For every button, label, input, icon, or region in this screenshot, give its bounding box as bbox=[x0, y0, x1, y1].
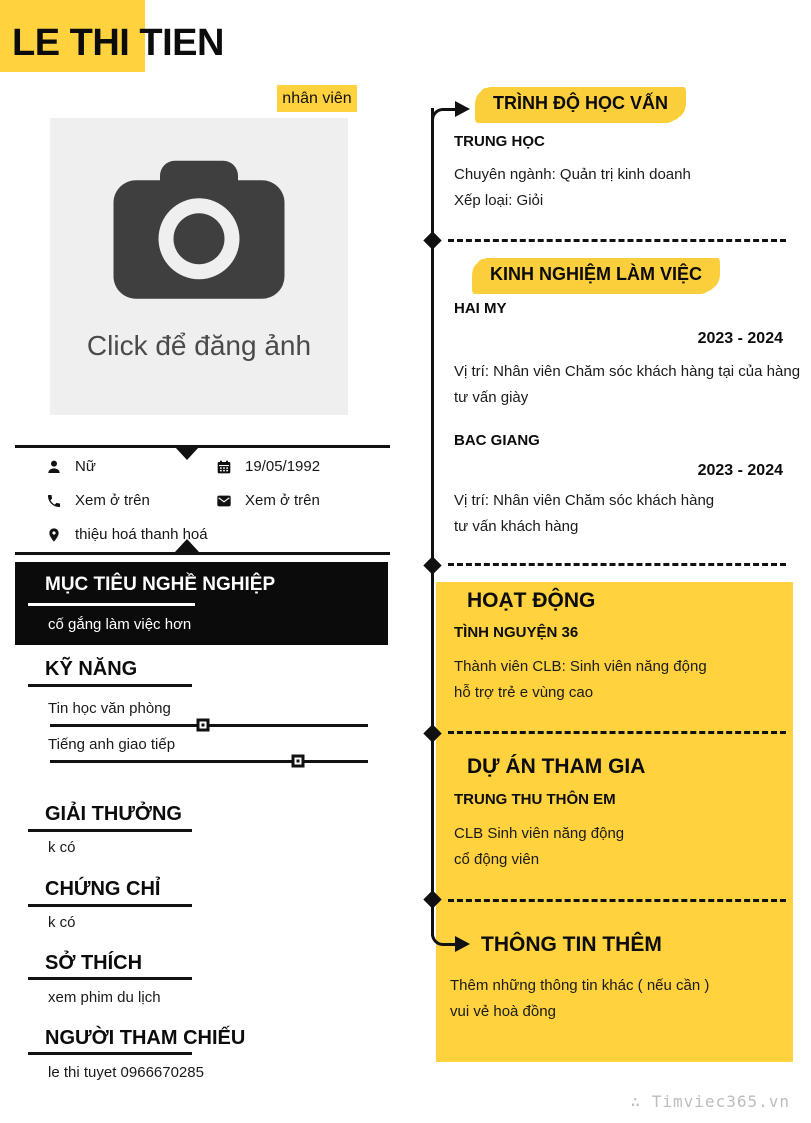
triangle-down-icon bbox=[175, 447, 199, 460]
contact-dob bbox=[216, 458, 320, 475]
hobbies-text: xem phim du lịch bbox=[48, 989, 161, 1006]
education-school: TRUNG HỌC bbox=[454, 133, 545, 150]
job-period: 2023 - 2024 bbox=[697, 330, 783, 347]
references-rule bbox=[28, 1052, 192, 1055]
diamond-icon bbox=[423, 231, 441, 249]
address-value: thiệu hoá thanh hoá bbox=[75, 526, 208, 543]
watermark: ∴ Timviec365.vn bbox=[630, 1092, 790, 1111]
dashed-divider bbox=[448, 899, 786, 902]
candidate-name: LE THI TIEN bbox=[12, 22, 224, 64]
dashed-divider bbox=[448, 239, 786, 242]
skill-slider[interactable] bbox=[50, 717, 368, 734]
objective-underline bbox=[28, 603, 195, 606]
education-title: TRÌNH ĐỘ HỌC VẤN bbox=[478, 88, 683, 121]
contact-phone bbox=[46, 492, 150, 509]
more-info-title: THÔNG TIN THÊM bbox=[481, 933, 662, 956]
education-section-header bbox=[478, 88, 683, 121]
person-icon bbox=[46, 459, 62, 475]
phone-icon bbox=[46, 493, 62, 509]
skill-track-line bbox=[50, 724, 368, 727]
skill-label: Tiếng anh giao tiếp bbox=[48, 736, 176, 753]
dob-value: 19/05/1992 bbox=[245, 458, 321, 475]
more-info-text: vui vẻ hoà đồng bbox=[450, 1003, 556, 1020]
dashed-divider bbox=[448, 731, 786, 734]
references-title: NGƯỜI THAM CHIẾU bbox=[45, 1027, 246, 1049]
awards-text: k có bbox=[48, 839, 76, 856]
projects-text: CLB Sinh viên năng động bbox=[454, 825, 625, 842]
job-description: Vị trí: Nhân viên Chăm sóc khách hàng bbox=[454, 492, 715, 509]
contact-bottom-divider bbox=[15, 552, 390, 555]
skill-handle[interactable] bbox=[199, 722, 206, 729]
job-company: HAI MY bbox=[454, 300, 507, 317]
job-description: tư vấn giày bbox=[454, 389, 529, 406]
activities-subtitle: TÌNH NGUYỆN 36 bbox=[454, 624, 579, 641]
skill-handle[interactable] bbox=[295, 758, 302, 765]
contact-email bbox=[216, 492, 320, 509]
email-value: Xem ở trên bbox=[245, 492, 320, 509]
skill-track-line bbox=[50, 760, 368, 763]
location-pin-icon bbox=[46, 527, 62, 543]
calendar-icon bbox=[216, 459, 232, 475]
diamond-icon bbox=[423, 556, 441, 574]
arrow-right-icon bbox=[455, 101, 470, 117]
experience-section-header bbox=[475, 259, 717, 292]
photo-upload-box[interactable] bbox=[50, 118, 348, 415]
contact-gender bbox=[46, 458, 96, 475]
certificates-rule bbox=[28, 904, 192, 907]
timeline-hook-top bbox=[431, 108, 457, 130]
education-grade: Xếp loại: Giỏi bbox=[454, 192, 544, 209]
skill-label: Tin học văn phòng bbox=[48, 700, 171, 717]
job-company: BAC GIANG bbox=[454, 432, 540, 449]
awards-rule bbox=[28, 829, 192, 832]
envelope-icon bbox=[216, 493, 232, 509]
activities-title: HOẠT ĐỘNG bbox=[467, 589, 596, 612]
job-period: 2023 - 2024 bbox=[697, 462, 783, 479]
objective-title: MỤC TIÊU NGHỀ NGHIỆP bbox=[45, 574, 276, 595]
timeline-hook-bottom bbox=[431, 908, 457, 946]
skills-title: KỸ NĂNG bbox=[45, 658, 138, 680]
gender-value: Nữ bbox=[75, 458, 96, 475]
job-description: tư vấn khách hàng bbox=[454, 518, 579, 535]
experience-title: KINH NGHIỆM LÀM VIỆC bbox=[475, 259, 717, 292]
contact-top-divider bbox=[15, 445, 390, 448]
job-description: Vị trí: Nhân viên Chăm sóc khách hàng tại của hàng bbox=[454, 363, 801, 380]
hobbies-rule bbox=[28, 977, 192, 980]
more-info-text: Thêm những thông tin khác ( nếu cần ) bbox=[450, 977, 710, 994]
hobbies-title: SỞ THÍCH bbox=[45, 952, 143, 974]
skill-slider[interactable] bbox=[50, 753, 368, 770]
camera-icon bbox=[109, 156, 289, 302]
certificates-title: CHỨNG CHỈ bbox=[45, 878, 161, 900]
contact-section bbox=[15, 445, 390, 555]
triangle-up-icon bbox=[175, 539, 199, 552]
education-major: Chuyên ngành: Quản trị kinh doanh bbox=[454, 166, 691, 183]
photo-caption: Click để đăng ảnh bbox=[86, 330, 312, 361]
projects-text: cổ động viên bbox=[454, 851, 540, 868]
activities-text: Thành viên CLB: Sinh viên năng động bbox=[454, 658, 707, 675]
awards-title: GIẢI THƯỞNG bbox=[45, 803, 182, 825]
dashed-divider bbox=[448, 563, 786, 566]
skills-rule bbox=[28, 684, 192, 687]
position-tag: nhân viên bbox=[277, 85, 357, 112]
activities-text: hỗ trợ trẻ e vùng cao bbox=[454, 684, 594, 701]
projects-title: DỰ ÁN THAM GIA bbox=[467, 755, 646, 778]
phone-value: Xem ở trên bbox=[75, 492, 150, 509]
objective-section bbox=[15, 562, 388, 645]
objective-text: cố gắng làm việc hơn bbox=[48, 616, 192, 633]
arrow-right-icon bbox=[455, 936, 470, 952]
certificates-text: k có bbox=[48, 914, 76, 931]
references-text: le thi tuyet 0966670285 bbox=[48, 1064, 204, 1081]
projects-subtitle: TRUNG THU THÔN EM bbox=[454, 791, 616, 808]
